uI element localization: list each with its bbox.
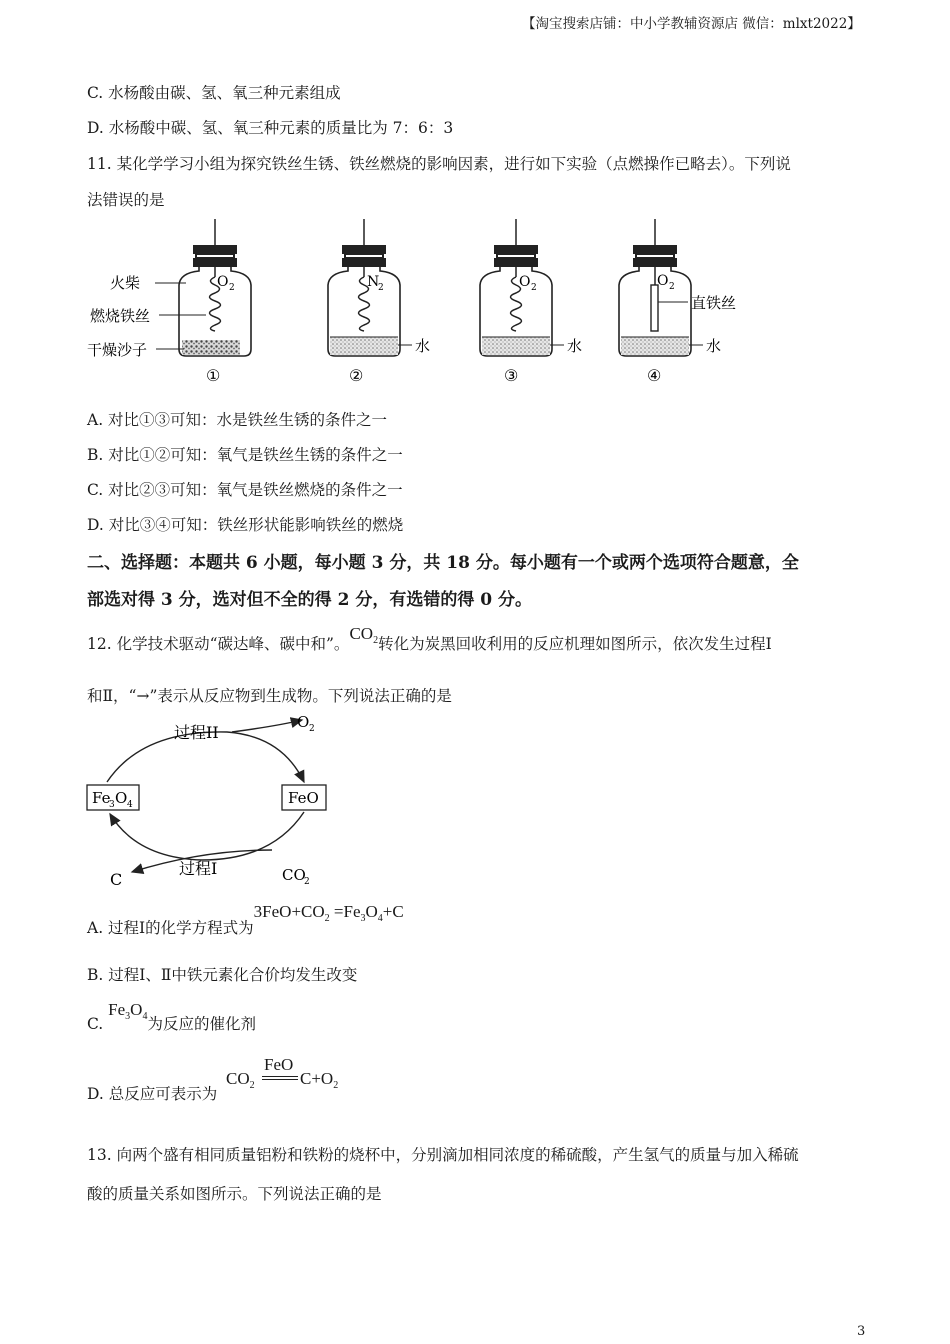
page-header: 【淘宝搜索店铺：中小学教辅资源店 微信：mlxt2022】 xyxy=(522,16,861,32)
q11-stem-line1: 11. 某化学学习小组为探究铁丝生锈、铁丝燃烧的影响因素，进行如下实验（点燃操作已略去）。下列说 xyxy=(87,155,791,173)
svg-text:2: 2 xyxy=(309,724,315,734)
label-dry-sand: 干燥沙子 xyxy=(87,341,148,359)
svg-text:FeO: FeO xyxy=(288,789,319,807)
q11-option-d: D. 对比③④可知：铁丝形状能影响铁丝的燃烧 xyxy=(87,516,404,534)
svg-text:②: ② xyxy=(349,366,364,385)
q12-stem-line1: 12. 化学技术驱动“碳达峰、碳中和”。$CO_2$转化为炭黑回收利用的反应机理如图所示，依次发生过程Ⅰ xyxy=(87,624,772,653)
page-number: 3 xyxy=(857,1324,866,1339)
q10-option-d: D. 水杨酸中碳、氢、氧三种元素的质量比为 7：6：3 xyxy=(87,119,454,137)
q12-option-a: A. 过程Ⅰ的化学方程式为$3FeO+CO_2 =Fe_3O_4+C$ xyxy=(87,902,404,937)
q12-option-d-equation: FeO $CO_2$ $C+O_2$ xyxy=(226,1055,339,1091)
svg-text:2: 2 xyxy=(229,283,235,293)
q12-option-d-label: D. 总反应可表示为 xyxy=(87,1085,218,1103)
jar-4 xyxy=(619,219,736,385)
label-match: 火柴 xyxy=(110,274,141,292)
q11-option-c: C. 对比②③可知：氧气是铁丝燃烧的条件之一 xyxy=(87,481,403,499)
q12-stem-line2: 和Ⅱ，“→”表示从反应物到生成物。下列说法正确的是 xyxy=(87,687,452,705)
section2-heading-line2: 部选对得 3 分，选对但不全的得 2 分，有选错的得 0 分。 xyxy=(87,590,532,610)
jar-1 xyxy=(179,219,251,356)
q11-option-b: B. 对比①②可知：氧气是铁丝生锈的条件之一 xyxy=(87,446,403,464)
process1-label: 过程I xyxy=(179,859,218,878)
svg-text:2: 2 xyxy=(378,283,384,293)
label-burning-wire: 燃烧铁丝 xyxy=(90,307,151,325)
q13-stem-line1: 13. 向两个盛有相同质量铝粉和铁粉的烧杯中，分别滴加相同浓度的稀硫酸，产生氢气的质量与加入稀硫 xyxy=(87,1146,799,1164)
q11-option-a: A. 对比①③可知：水是铁丝生锈的条件之一 xyxy=(87,411,388,429)
jar-3 xyxy=(480,219,582,385)
jar-1-labels xyxy=(87,274,235,385)
svg-text:①: ① xyxy=(206,366,221,385)
svg-text:O: O xyxy=(115,789,128,807)
svg-text:CO: CO xyxy=(282,866,306,884)
svg-text:O: O xyxy=(217,274,229,290)
q11-stem-line2: 法错误的是 xyxy=(87,191,165,209)
q12-option-b: B. 过程Ⅰ、Ⅱ中铁元素化合价均发生改变 xyxy=(87,966,358,984)
svg-text:水: 水 xyxy=(706,337,722,355)
q11-experiment-figure xyxy=(80,215,780,390)
svg-text:C: C xyxy=(110,870,123,889)
q12-reaction-diagram xyxy=(82,710,342,890)
svg-text:③: ③ xyxy=(504,366,519,385)
svg-text:④: ④ xyxy=(647,366,662,385)
svg-text:Fe: Fe xyxy=(92,789,111,807)
svg-text:2: 2 xyxy=(669,282,675,292)
svg-text:N: N xyxy=(367,274,380,290)
svg-text:2: 2 xyxy=(304,877,310,887)
svg-text:O: O xyxy=(297,713,310,731)
q12-option-c: C. $Fe_3O_4$为反应的催化剂 xyxy=(87,1000,256,1033)
svg-text:2: 2 xyxy=(531,283,537,293)
svg-text:O: O xyxy=(657,273,669,289)
svg-text:O: O xyxy=(519,274,531,290)
svg-text:3: 3 xyxy=(109,800,115,810)
section2-heading-line1: 二、选择题：本题共 6 小题，每小题 3 分，共 18 分。每小题有一个或两个选项符合题意，全 xyxy=(87,553,799,573)
process2-label: 过程II xyxy=(174,723,219,742)
svg-text:水: 水 xyxy=(567,337,583,355)
svg-text:4: 4 xyxy=(127,800,133,810)
label-straight-wire: 直铁丝 xyxy=(691,294,737,312)
svg-text:水: 水 xyxy=(415,337,431,355)
jar-2 xyxy=(328,219,430,385)
q13-stem-line2: 酸的质量关系如图所示。下列说法正确的是 xyxy=(87,1185,382,1203)
q10-option-c: C. 水杨酸由碳、氢、氧三种元素组成 xyxy=(87,84,341,102)
